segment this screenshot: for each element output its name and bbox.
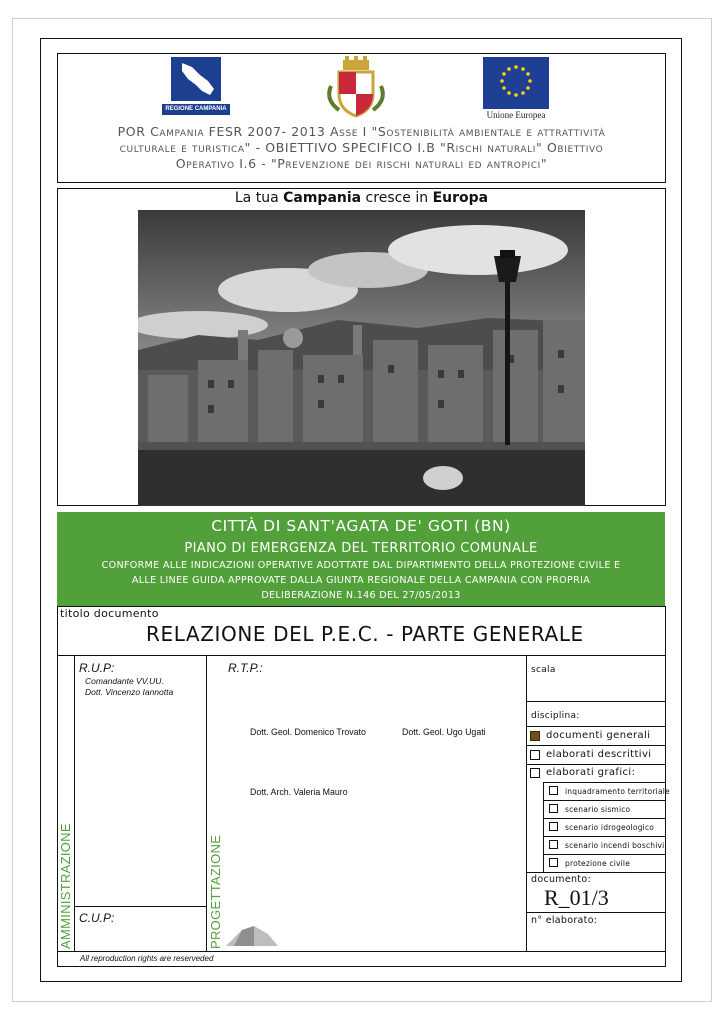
- city-name: CITTÀ DI SANT'AGATA DE' GOTI (BN): [211, 517, 511, 535]
- sub-item-1: inquadramento territoriale: [565, 787, 670, 796]
- admin-right-line: [206, 655, 207, 951]
- conformity-line-1: CONFORME ALLE INDICAZIONI OPERATIVE ADOTTATE DAL DIPARTIMENTO DELLA PROTEZIONE CIVILE E: [101, 560, 621, 571]
- sub-checkbox-1[interactable]: [549, 786, 558, 795]
- cup-label: C.U.P:: [79, 911, 115, 925]
- designer-name-3: Dott. Arch. Valeria Mauro: [250, 787, 348, 797]
- sub-row-line-1: [543, 800, 666, 801]
- sub-item-4: scenario incendi boschivi: [565, 841, 665, 850]
- document-number: R_01/3: [544, 885, 609, 910]
- tagline-europa: Europa: [432, 190, 489, 206]
- rights-notice: All reproduction rights are reserveded: [80, 954, 214, 963]
- scale-label: scala: [531, 665, 556, 675]
- rtp-label: R.T.P.:: [228, 661, 263, 675]
- tagline-campania: Campania: [283, 190, 362, 206]
- discipline-divider: [526, 726, 666, 727]
- discipline-checkbox-1[interactable]: [530, 731, 540, 741]
- title-divider: [57, 655, 666, 656]
- town-photo: [138, 210, 585, 506]
- sub-checkbox-2[interactable]: [549, 804, 558, 813]
- funding-line-1: POR Campania FESR 2007- 2013 Asse I "Sostenibilità ambientale e attrattività: [117, 124, 606, 139]
- admin-vertical-label: AMMINISTRAZIONE: [58, 823, 73, 949]
- plan-name: PIANO DI EMERGENZA DEL TERRITORIO COMUNALE: [184, 541, 538, 556]
- designer-name-2: Dott. Geol. Ugo Ugati: [402, 727, 486, 737]
- sub-item-2: scenario sismico: [565, 805, 631, 814]
- tagline-text-2: cresce in: [361, 190, 433, 206]
- design-vertical-label: PROGETTAZIONE: [208, 834, 223, 949]
- sub-item-3: scenario idrogeologico: [565, 823, 655, 832]
- region-logo-label: REGIONE CAMPANIA: [165, 106, 227, 112]
- discipline-item-2: elaborati descrittivi: [546, 749, 652, 760]
- sub-checkbox-5[interactable]: [549, 858, 558, 867]
- funding-line-3: Operativo I.6 - "Prevenzione dei rischi naturali ed antropici": [175, 156, 548, 171]
- designer-firm-logo: [224, 924, 280, 948]
- eu-flag-icon: [483, 57, 549, 109]
- tagline: [58, 190, 665, 206]
- rup-name-2: Dott. Vincenzo Iannotta: [85, 687, 174, 697]
- title-label: titolo documento: [60, 607, 159, 620]
- funding-line-2: culturale e turistica" - OBIETTIVO SPECIFICO I.B "Rischi naturali" Obiettivo: [119, 140, 604, 155]
- document-title: RELAZIONE DEL P.E.C. - PARTE GENERALE: [146, 622, 584, 646]
- discipline-checkbox-3[interactable]: [530, 768, 540, 778]
- discipline-item-1: documenti generali: [546, 730, 651, 741]
- sub-row-line-0: [543, 782, 666, 783]
- discipline-row-line-1: [526, 745, 666, 746]
- region-campania-logo: [162, 57, 230, 117]
- city-coat-of-arms: [325, 56, 387, 120]
- document-divider: [526, 912, 666, 913]
- discipline-checkbox-2[interactable]: [530, 750, 540, 760]
- scale-divider: [526, 701, 666, 702]
- rup-label: R.U.P:: [79, 661, 115, 675]
- discipline-label: disciplina:: [531, 711, 580, 721]
- footer-divider: [57, 951, 666, 952]
- discipline-item-3: elaborati grafici:: [546, 767, 636, 778]
- cup-divider: [74, 906, 206, 907]
- sub-row-line-2: [543, 818, 666, 819]
- sub-row-line-4: [543, 854, 666, 855]
- project-header-band: [57, 512, 665, 606]
- funding-text: [60, 124, 663, 172]
- sub-item-5: protezione civile: [565, 859, 631, 868]
- side-panel-line: [526, 655, 527, 951]
- discipline-row-line-2: [526, 764, 666, 765]
- sub-row-line-5: [526, 872, 666, 873]
- sub-row-line-3: [543, 836, 666, 837]
- document-label: documento:: [531, 874, 591, 885]
- sub-item-line: [543, 782, 544, 872]
- rup-name-1: Comandante VV.UU.: [85, 676, 164, 686]
- elaborate-label: n° elaborato:: [531, 915, 598, 926]
- conformity-line-3: DELIBERAZIONE N.146 DEL 27/05/2013: [261, 590, 461, 601]
- eu-label: Unione Europea: [486, 110, 546, 120]
- conformity-line-2: ALLE LINEE GUIDA APPROVATE DALLA GIUNTA REGIONALE DELLA CAMPANIA CON PROPRIA: [131, 575, 591, 586]
- designer-name-1: Dott. Geol. Domenico Trovato: [250, 727, 366, 737]
- sub-checkbox-4[interactable]: [549, 840, 558, 849]
- sub-checkbox-3[interactable]: [549, 822, 558, 831]
- tagline-text-1: La tua: [234, 190, 284, 206]
